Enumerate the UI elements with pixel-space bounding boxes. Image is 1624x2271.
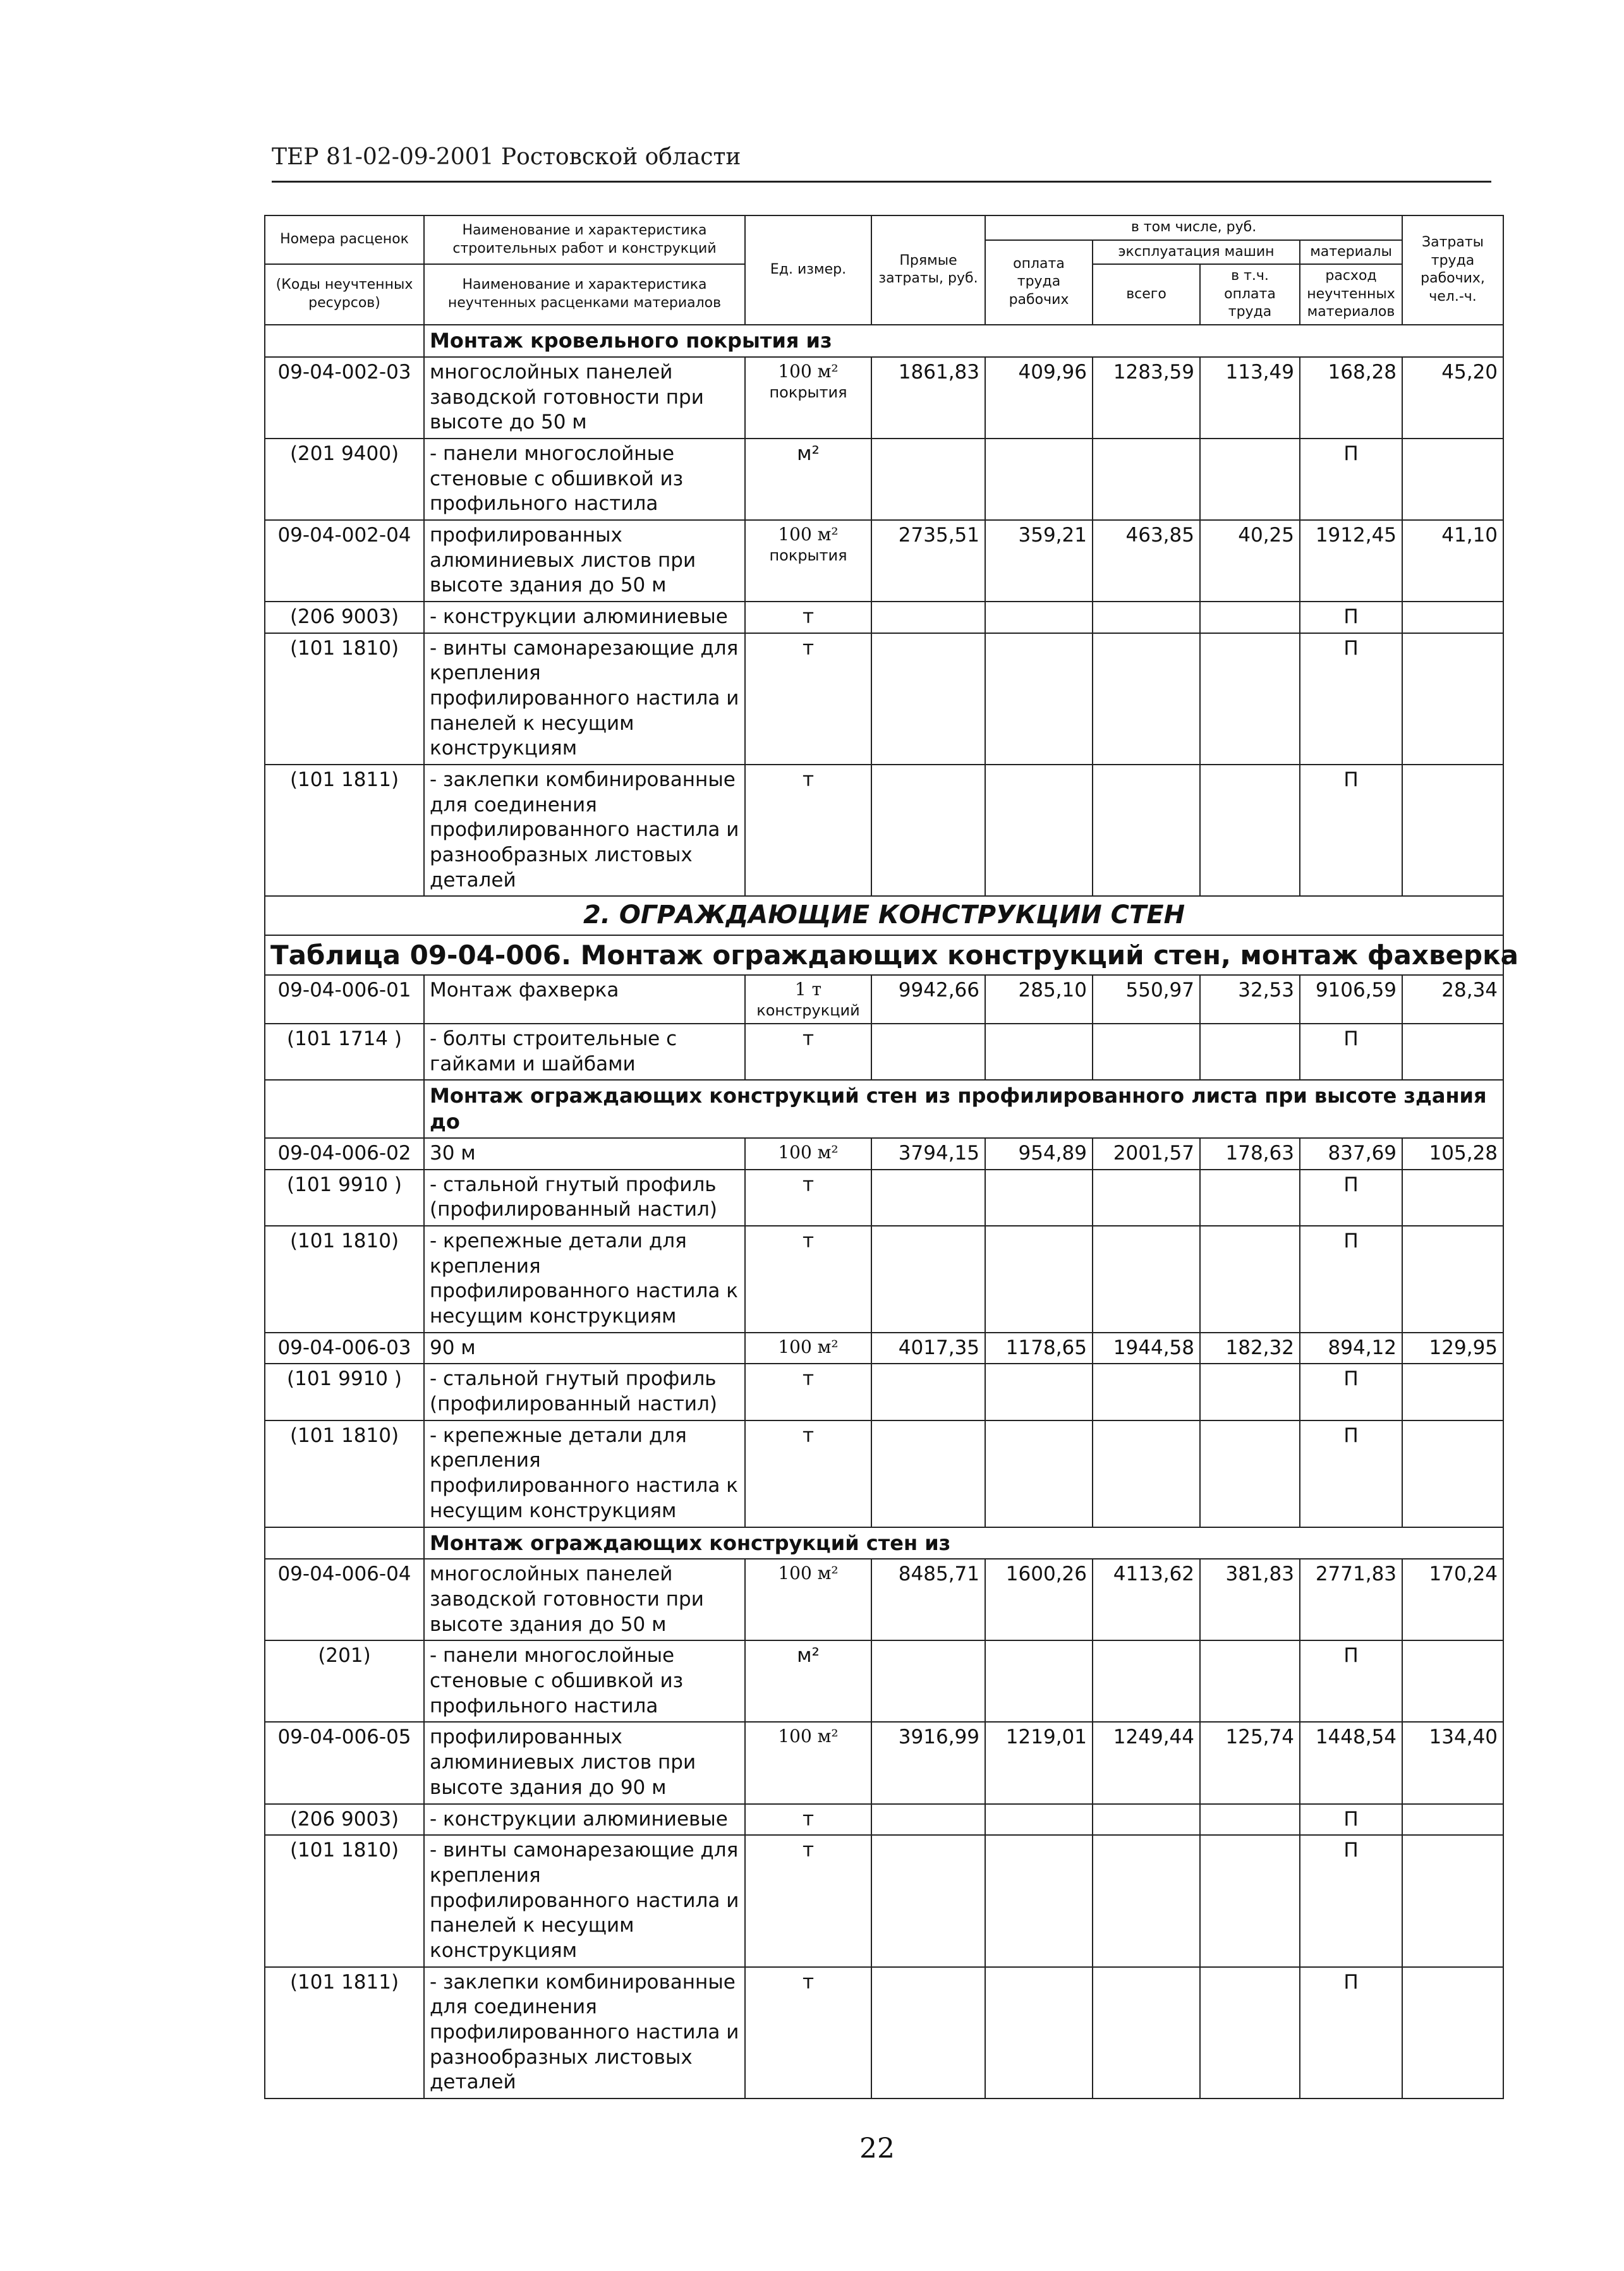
material-direct-empty (871, 1024, 985, 1080)
rate-machines-total: 4113,62 (1093, 1559, 1200, 1640)
rate-direct-costs: 4017,35 (871, 1333, 985, 1364)
material-machines-empty (1093, 1364, 1200, 1420)
header-name-unaccounted: Наименование и характеристика неучтенных расценками материалов (424, 264, 745, 325)
material-mark: П (1300, 1835, 1402, 1966)
material-mark: П (1300, 633, 1402, 765)
material-direct-empty (871, 439, 985, 520)
material-mark: П (1300, 1024, 1402, 1080)
rate-name: 30 м (424, 1138, 745, 1170)
rate-machines-total: 1944,58 (1093, 1333, 1200, 1364)
rate-machines-total: 550,97 (1093, 975, 1200, 1024)
material-name: - винты самонарезающие для крепления профилированного настила и панелей к несущим конструкциям (424, 633, 745, 765)
material-machines-empty (1093, 602, 1200, 633)
material-direct-empty (871, 765, 985, 896)
material-direct-empty (871, 1364, 985, 1420)
material-row (265, 1835, 1503, 1966)
material-code: (201 9400) (265, 439, 424, 520)
material-row (265, 439, 1503, 520)
material-hours-empty (1402, 1024, 1503, 1080)
material-name: - винты самонарезающие для крепления профилированного настила и панелей к несущим конструкциям (424, 1835, 745, 1966)
material-machines-labor-empty (1200, 1170, 1300, 1226)
rate-unit: 100 м² (745, 1722, 871, 1803)
subtitle-row (265, 325, 1503, 357)
material-machines-labor-empty (1200, 1364, 1300, 1420)
header-machines: эксплуатация машин (1093, 240, 1300, 265)
material-labor-empty (985, 1804, 1093, 1836)
material-machines-labor-empty (1200, 1804, 1300, 1836)
material-mark: П (1300, 602, 1402, 633)
material-code: (101 9910 ) (265, 1170, 424, 1226)
rate-labor-hours: 45,20 (1402, 357, 1503, 439)
material-name: - заклепки комбинированные для соединения профилированного настила и разнообразных листовых деталей (424, 765, 745, 896)
material-code: (201) (265, 1640, 424, 1722)
rate-code: 09-04-006-05 (265, 1722, 424, 1803)
rate-code: 09-04-002-04 (265, 520, 424, 602)
rate-labor-pay: 1600,26 (985, 1559, 1093, 1640)
material-machines-labor-empty (1200, 602, 1300, 633)
rate-labor-pay: 359,21 (985, 520, 1093, 602)
material-labor-empty (985, 633, 1093, 765)
material-machines-empty (1093, 1640, 1200, 1722)
header-codes: Номера расценок (265, 215, 424, 264)
rate-name: Монтаж фахверка (424, 975, 745, 1024)
material-mark: П (1300, 1226, 1402, 1333)
subtitle-row (265, 1527, 1503, 1559)
page-header-title: ТЕР 81-02-09-2001 Ростовской области (272, 144, 741, 170)
rate-labor-pay: 954,89 (985, 1138, 1093, 1170)
material-row (265, 1024, 1503, 1080)
header-materials-consumption: расход неучтенных материалов (1300, 264, 1402, 325)
material-labor-empty (985, 1640, 1093, 1722)
rates-table-body (265, 215, 1518, 2098)
rate-labor-pay: 285,10 (985, 975, 1093, 1024)
material-labor-empty (985, 765, 1093, 896)
material-direct-empty (871, 1835, 985, 1966)
material-labor-empty (985, 1967, 1093, 2098)
material-machines-labor-empty (1200, 1640, 1300, 1722)
material-labor-empty (985, 1420, 1093, 1527)
material-name: - конструкции алюминиевые (424, 1804, 745, 1836)
material-unit: т (745, 602, 871, 633)
rate-row (265, 1138, 1503, 1170)
header-labor-costs: Затраты труда рабочих, чел.-ч. (1402, 215, 1503, 325)
material-code: (206 9003) (265, 602, 424, 633)
rate-labor-hours: 129,95 (1402, 1333, 1503, 1364)
rate-unit-qualifier: конструкций (756, 1002, 860, 1020)
rate-direct-costs: 3916,99 (871, 1722, 985, 1803)
rate-row (265, 1722, 1503, 1803)
rate-labor-pay: 1178,65 (985, 1333, 1093, 1364)
material-code: (101 1810) (265, 633, 424, 765)
material-mark: П (1300, 1170, 1402, 1226)
rate-unit: 100 м² покрытия (745, 520, 871, 602)
material-unit: т (745, 765, 871, 896)
material-machines-empty (1093, 1226, 1200, 1333)
material-hours-empty (1402, 1226, 1503, 1333)
material-labor-empty (985, 1170, 1093, 1226)
material-labor-empty (985, 1024, 1093, 1080)
header-materials: материалы (1300, 240, 1402, 265)
material-name: - крепежные детали для крепления профилированного настила к несущим конструкциям (424, 1226, 745, 1333)
material-direct-empty (871, 633, 985, 765)
material-unit: т (745, 1967, 871, 2098)
material-machines-labor-empty (1200, 1024, 1300, 1080)
material-mark: П (1300, 1364, 1402, 1420)
rate-labor-hours: 170,24 (1402, 1559, 1503, 1640)
material-direct-empty (871, 1170, 985, 1226)
rate-row (265, 1333, 1503, 1364)
rate-materials: 9106,59 (1300, 975, 1402, 1024)
rate-row (265, 1559, 1503, 1640)
subtitle-text: Монтаж ограждающих конструкций стен из (424, 1527, 1503, 1559)
material-direct-empty (871, 1804, 985, 1836)
material-direct-empty (871, 1967, 985, 2098)
rate-materials: 2771,83 (1300, 1559, 1402, 1640)
material-mark: П (1300, 765, 1402, 896)
material-machines-empty (1093, 633, 1200, 765)
rate-name: профилированных алюминиевых листов при высоте здания до 90 м (424, 1722, 745, 1803)
material-name: - панели многослойные стеновые с обшивкой из профильного настила (424, 1640, 745, 1722)
rate-unit-qualifier: покрытия (769, 546, 847, 564)
material-hours-empty (1402, 1835, 1503, 1966)
rate-labor-pay: 409,96 (985, 357, 1093, 439)
subtitle-spacer (265, 1527, 424, 1559)
rate-name: профилированных алюминиевых листов при высоте здания до 50 м (424, 520, 745, 602)
material-code: (206 9003) (265, 1804, 424, 1836)
material-row (265, 765, 1503, 896)
rate-code: 09-04-006-03 (265, 1333, 424, 1364)
rates-table (264, 215, 1518, 2099)
material-hours-empty (1402, 1640, 1503, 1722)
header-including: в том числе, руб. (985, 215, 1402, 240)
material-hours-empty (1402, 633, 1503, 765)
material-machines-empty (1093, 1024, 1200, 1080)
rate-direct-costs: 3794,15 (871, 1138, 985, 1170)
material-machines-empty (1093, 1804, 1200, 1836)
material-machines-labor-empty (1200, 439, 1300, 520)
rate-unit: 100 м² (745, 1333, 871, 1364)
material-unit: т (745, 633, 871, 765)
material-machines-empty (1093, 1967, 1200, 2098)
material-machines-labor-empty (1200, 1835, 1300, 1966)
material-row (265, 1640, 1503, 1722)
rate-name: 90 м (424, 1333, 745, 1364)
material-unit: т (745, 1364, 871, 1420)
subtitle-spacer (265, 1080, 424, 1138)
rate-machines-total: 1249,44 (1093, 1722, 1200, 1803)
material-machines-empty (1093, 1835, 1200, 1966)
material-machines-labor-empty (1200, 633, 1300, 765)
material-row (265, 1967, 1503, 2098)
material-hours-empty (1402, 439, 1503, 520)
header-name: Наименование и характеристика строительных работ и конструкций (424, 215, 745, 264)
material-row (265, 1420, 1503, 1527)
rate-unit-qualifier: покрытия (769, 383, 847, 401)
material-machines-labor-empty (1200, 1420, 1300, 1527)
rate-machines-labor: 182,32 (1200, 1333, 1300, 1364)
material-machines-labor-empty (1200, 765, 1300, 896)
table-title: Таблица 09-04-006. Монтаж ограждающих конструкций стен, монтаж фахверка (265, 935, 1503, 976)
header-labor-pay: оплата труда рабочих (985, 240, 1093, 325)
material-mark: П (1300, 1804, 1402, 1836)
material-name: - панели многослойные стеновые с обшивкой из профильного настила (424, 439, 745, 520)
rate-unit: 100 м² покрытия (745, 357, 871, 439)
header-codes-unaccounted: (Коды неучтенных ресурсов) (265, 264, 424, 325)
material-name: - крепежные детали для крепления профилированного настила к несущим конструкциям (424, 1420, 745, 1527)
material-unit: т (745, 1835, 871, 1966)
rate-labor-hours: 105,28 (1402, 1138, 1503, 1170)
material-labor-empty (985, 439, 1093, 520)
material-unit: т (745, 1170, 871, 1226)
rate-materials: 837,69 (1300, 1138, 1402, 1170)
material-machines-empty (1093, 1420, 1200, 1527)
rate-machines-total: 1283,59 (1093, 357, 1200, 439)
material-direct-empty (871, 602, 985, 633)
material-hours-empty (1402, 602, 1503, 633)
material-code: (101 1810) (265, 1420, 424, 1527)
rate-materials: 1912,45 (1300, 520, 1402, 602)
material-unit: м² (745, 1640, 871, 1722)
material-code: (101 1714 ) (265, 1024, 424, 1080)
rate-code: 09-04-006-01 (265, 975, 424, 1024)
rate-labor-hours: 134,40 (1402, 1722, 1503, 1803)
material-mark: П (1300, 1640, 1402, 1722)
rate-row (265, 975, 1503, 1024)
material-unit: т (745, 1226, 871, 1333)
subtitle-row (265, 1080, 1503, 1138)
material-machines-labor-empty (1200, 1967, 1300, 2098)
header-rule (272, 181, 1491, 183)
material-unit: т (745, 1804, 871, 1836)
table-title-row (265, 935, 1503, 976)
material-row (265, 1226, 1503, 1333)
page-number: 22 (859, 2133, 895, 2165)
header-unit: Ед. измер. (745, 215, 871, 325)
material-unit: т (745, 1024, 871, 1080)
header-machines-labor: в т.ч. оплата труда (1200, 264, 1300, 325)
section-title: 2. ОГРАЖДАЮЩИЕ КОНСТРУКЦИИ СТЕН (265, 896, 1503, 935)
rate-labor-pay: 1219,01 (985, 1722, 1093, 1803)
material-hours-empty (1402, 1967, 1503, 2098)
material-code: (101 1811) (265, 1967, 424, 2098)
rate-machines-total: 463,85 (1093, 520, 1200, 602)
material-direct-empty (871, 1420, 985, 1527)
rate-code: 09-04-006-02 (265, 1138, 424, 1170)
material-direct-empty (871, 1640, 985, 1722)
material-name: - стальной гнутый профиль (профилированный настил) (424, 1170, 745, 1226)
material-unit: м² (745, 439, 871, 520)
rate-materials: 894,12 (1300, 1333, 1402, 1364)
rate-machines-labor: 32,53 (1200, 975, 1300, 1024)
material-row (265, 602, 1503, 633)
rate-row (265, 357, 1503, 439)
material-code: (101 9910 ) (265, 1364, 424, 1420)
material-row (265, 1364, 1503, 1420)
material-machines-empty (1093, 765, 1200, 896)
material-hours-empty (1402, 1170, 1503, 1226)
material-code: (101 1811) (265, 765, 424, 896)
header-row-1 (265, 215, 1503, 240)
section-title-row (265, 896, 1503, 935)
rate-direct-costs: 2735,51 (871, 520, 985, 602)
rate-unit: 100 м² (745, 1138, 871, 1170)
material-hours-empty (1402, 1804, 1503, 1836)
material-row (265, 633, 1503, 765)
material-code: (101 1810) (265, 1835, 424, 1966)
material-row (265, 1804, 1503, 1836)
material-labor-empty (985, 1835, 1093, 1966)
subtitle-text: Монтаж ограждающих конструкций стен из профилированного листа при высоте здания до (424, 1080, 1503, 1138)
material-direct-empty (871, 1226, 985, 1333)
material-hours-empty (1402, 1420, 1503, 1527)
material-code: (101 1810) (265, 1226, 424, 1333)
material-name: - заклепки комбинированные для соединения профилированного настила и разнообразных листовых деталей (424, 1967, 745, 2098)
rate-direct-costs: 8485,71 (871, 1559, 985, 1640)
material-row (265, 1170, 1503, 1226)
header-machines-total: всего (1093, 264, 1200, 325)
rate-name: многослойных панелей заводской готовности при высоте здания до 50 м (424, 1559, 745, 1640)
material-hours-empty (1402, 1364, 1503, 1420)
rate-materials: 1448,54 (1300, 1722, 1402, 1803)
material-machines-empty (1093, 1170, 1200, 1226)
material-mark: П (1300, 439, 1402, 520)
header-direct-costs: Прямые затраты, руб. (871, 215, 985, 325)
rate-code: 09-04-002-03 (265, 357, 424, 439)
rate-machines-labor: 40,25 (1200, 520, 1300, 602)
material-machines-empty (1093, 439, 1200, 520)
material-labor-empty (985, 1364, 1093, 1420)
material-labor-empty (985, 1226, 1093, 1333)
material-mark: П (1300, 1967, 1402, 2098)
material-name: - конструкции алюминиевые (424, 602, 745, 633)
rate-code: 09-04-006-04 (265, 1559, 424, 1640)
material-name: - стальной гнутый профиль (профилированный настил) (424, 1364, 745, 1420)
material-mark: П (1300, 1420, 1402, 1527)
rate-row (265, 520, 1503, 602)
material-unit: т (745, 1420, 871, 1527)
rate-direct-costs: 1861,83 (871, 357, 985, 439)
rate-labor-hours: 41,10 (1402, 520, 1503, 602)
rate-machines-labor: 381,83 (1200, 1559, 1300, 1640)
subtitle-text: Монтаж кровельного покрытия из (424, 325, 1503, 357)
rate-machines-labor: 178,63 (1200, 1138, 1300, 1170)
material-labor-empty (985, 602, 1093, 633)
rate-materials: 168,28 (1300, 357, 1402, 439)
rate-direct-costs: 9942,66 (871, 975, 985, 1024)
rate-machines-labor: 113,49 (1200, 357, 1300, 439)
rate-machines-labor: 125,74 (1200, 1722, 1300, 1803)
rate-machines-total: 2001,57 (1093, 1138, 1200, 1170)
rate-name: многослойных панелей заводской готовности при высоте до 50 м (424, 357, 745, 439)
rate-unit: 1 т конструкций (745, 975, 871, 1024)
material-machines-labor-empty (1200, 1226, 1300, 1333)
subtitle-spacer (265, 325, 424, 357)
rate-unit: 100 м² (745, 1559, 871, 1640)
material-name: - болты строительные с гайками и шайбами (424, 1024, 745, 1080)
rate-labor-hours: 28,34 (1402, 975, 1503, 1024)
material-hours-empty (1402, 765, 1503, 896)
